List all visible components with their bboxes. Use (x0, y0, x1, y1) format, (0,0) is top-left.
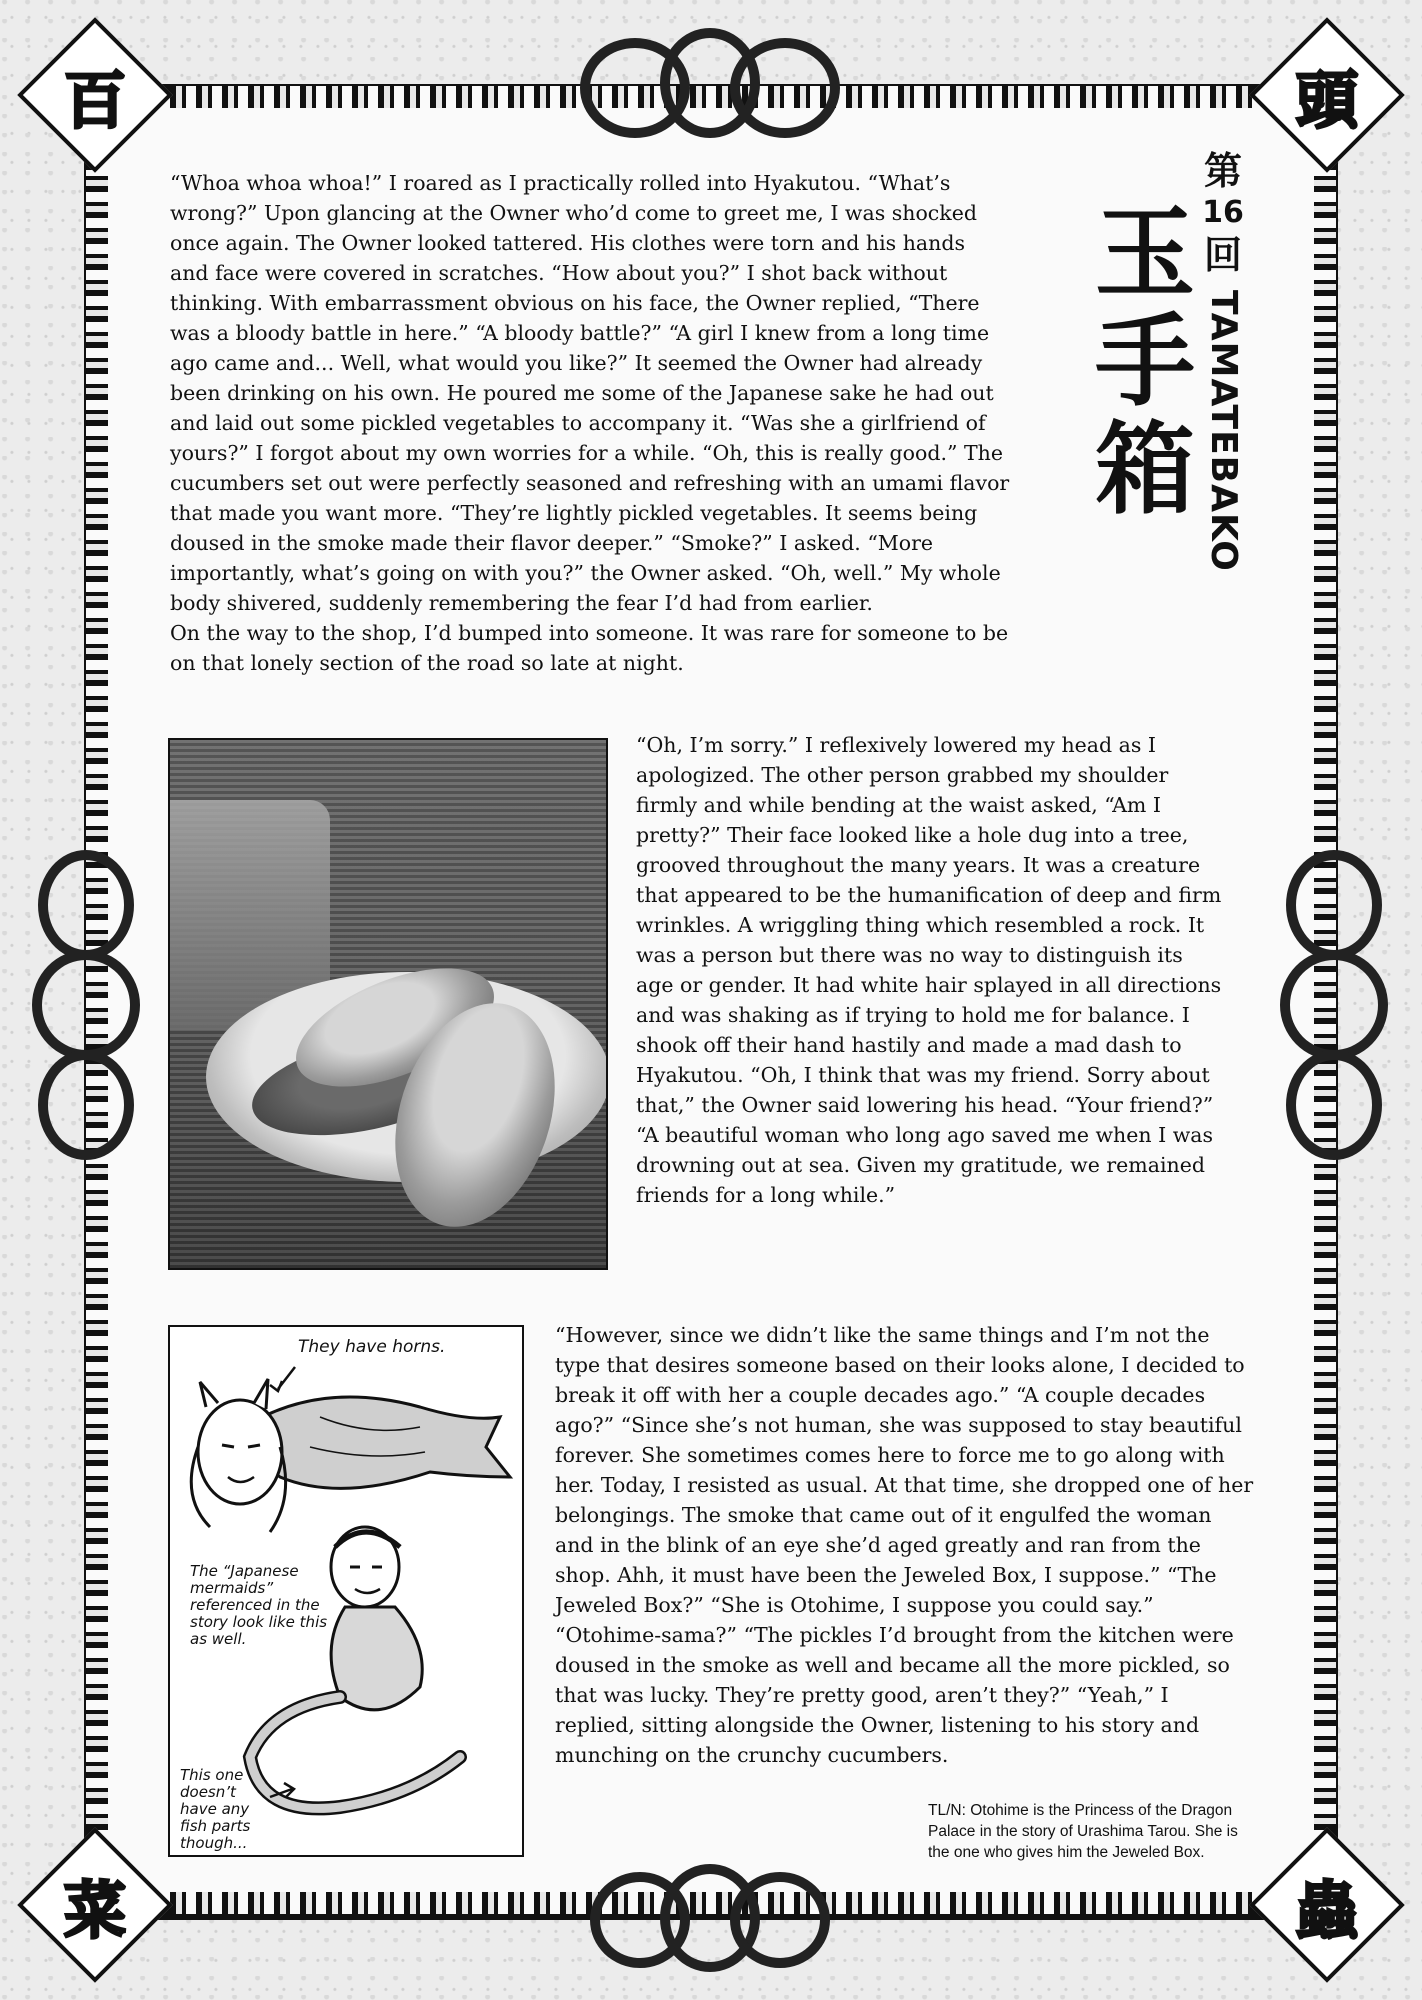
sketch-note-mermaids: The “Japanese mermaids” referenced in the story look like this as well. (190, 1562, 328, 1648)
knot-ornament-right (1270, 820, 1400, 1200)
knot-ornament-left (22, 820, 152, 1200)
corner-glyph-bottom-right: 蟲 (1295, 1873, 1358, 1947)
knot-ornament-top (540, 18, 880, 148)
story-paragraph-3: “However, since we didn’t like the same things and I’m not the type that desires someone based on their looks alone, I decided to break it off with her a couple decades ago.” “A couple decades ago?” “Since she’s not human, she was supposed to stay beautiful forever. She sometimes comes here to force me to go along with her. Today, I resisted as usual. At that time, she dropped one of her belongings. The smoke that came out of it engulfed the woman and in the blink of an eye she’d aged greatly and ran from the shop. Ahh, it must have been the Jeweled Box, I suppose.” “The Jeweled Box?” “She is Otohime, I suppose you could say.” “Otohime-sama?” “The pickles I’d brought from the kitchen were doused in the smoke as well and became all the more pickled, so that was lucky. They’re pretty good, aren’t they?” “Yeah,” I replied, sitting alongside the Owner, listening to his story and munching on the crunchy cucumbers. (555, 1323, 1254, 1767)
story-paragraph-2: “Oh, I’m sorry.” I reflexively lowered my head as I apologized. The other person grabbed my shoulder firmly and while bending at the waist asked, “Am I pretty?” Their face looked like a hole dug into a tree, grooved throughout the many years. It was a creature that appeared to be the humanification of deep and firm wrinkles. A wriggling thing which resembled a rock. It was a person but there was no way to distinguish its age or gender. It had white hair splayed in all directions and was shaking as if trying to hold me for balance. I shook off their hand hastily and made a mad dash to Hyakutou. “Oh, I think that was my friend. Sorry about that,” the Owner said lowering his head. “Your friend?” “A beautiful woman who long ago saved me when I was drowning out at sea. Given my gratitude, we remained friends for a long while.” (636, 733, 1222, 1207)
corner-glyph-top-left: 百 (63, 63, 126, 137)
title-romaji: TAMATEBAKO (1203, 290, 1244, 572)
title-kanji: 玉 手 箱 (1095, 195, 1195, 528)
pickles-photo (168, 738, 608, 1270)
episode-number: 第 16 回 (1202, 149, 1244, 277)
mermaid-sketch (168, 1325, 524, 1857)
sketch-note-horns: They have horns. (298, 1337, 446, 1357)
translator-note: TL/N: Otohime is the Princess of the Dragon Palace in the story of Urashima Tarou. She is the one who gives him the Jeweled Box. (928, 1802, 1238, 1861)
story-paragraph-1: “Whoa whoa whoa!” I roared as I practically rolled into Hyakutou. “What’s wrong?” Upon glancing at the Owner who’d come to greet me, I was shocked once again. The Owner looked tattered. His clothes were torn and his hands and face were covered in scratches. “How about you?” I shot back without thinking. With embarrassment obvious on his face, the Owner replied, “There was a bloody battle in here.” “A bloody battle?” “A girl I knew from a long time ago came and... Well, what would you like?” It seemed the Owner had already been drinking on his own. He poured me some of the Japanese sake he had out and laid out some pickled vegetables to accompany it. “Was she a girlfriend of yours?” I forgot about my own worries for a while. “Oh, this is really good.” The cucumbers set out were perfectly seasoned and refreshing with an umami flavor that made you want more. “They’re lightly pickled vegetables. It seems being doused in the smoke made their flavor deeper.” “Smoke?” I asked. “More importantly, what’s going on with you?” the Owner asked. “Oh, well.” My whole body shivered, suddenly remembering the fear I’d had from earlier. On the way to the shop, I’d bumped into someone. It was rare for someone to be on that lonely section of the road so late at night. (170, 171, 1010, 675)
chapter-title (1090, 150, 1250, 600)
corner-glyph-bottom-left: 菜 (63, 1873, 126, 1947)
knot-ornament-bottom (560, 1856, 860, 1986)
corner-glyph-top-right: 頭 (1295, 63, 1358, 137)
sketch-note-fish-parts: This one doesn’t have any fish parts though... (180, 1766, 251, 1852)
